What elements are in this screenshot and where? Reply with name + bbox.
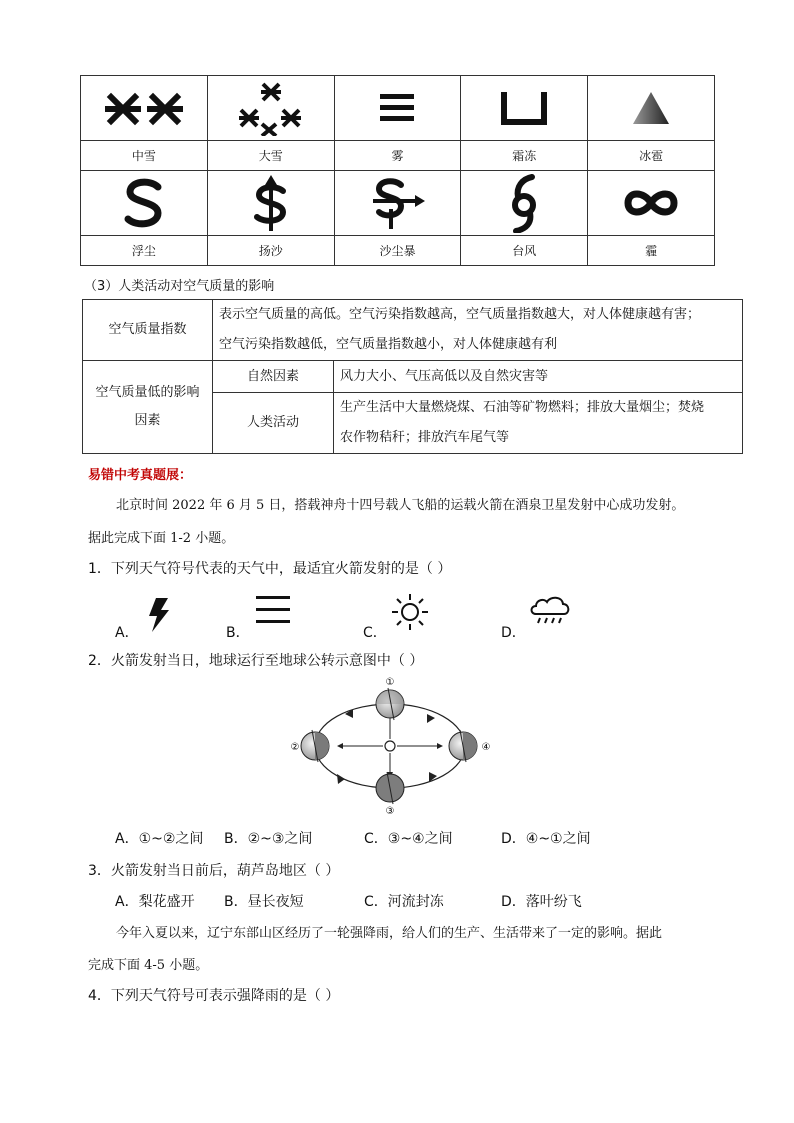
q3-option-c: C．河流封冻 bbox=[364, 894, 444, 910]
q1-option-b-label: B． bbox=[226, 625, 250, 641]
aq-index-line: 空气污染指数越低，空气质量指数越小，对人体健康越有利 bbox=[219, 337, 558, 352]
aq-factors-header bbox=[83, 361, 213, 454]
symbol-label: 中雪 bbox=[81, 141, 208, 171]
sunlight-arrows bbox=[341, 716, 439, 774]
symbol-label: 大雪 bbox=[207, 141, 334, 171]
floating-dust-cell bbox=[81, 171, 208, 236]
question-4: 4．下列天气符号可表示强降雨的是（ ） bbox=[88, 988, 340, 1004]
q2-option-d: D．④~①之间 bbox=[501, 831, 591, 847]
aq-index-description bbox=[213, 300, 743, 361]
exam-heading: 易错中考真题展： bbox=[88, 468, 193, 483]
fog-icon bbox=[367, 88, 427, 128]
aq-factors-header-line: 空气质量低的影响 bbox=[95, 385, 200, 400]
earth-orbit-diagram bbox=[285, 674, 495, 816]
human-activity-text bbox=[334, 393, 743, 454]
q1-option-a-label: A． bbox=[115, 625, 139, 641]
aq-index-header: 空气质量指数 bbox=[83, 300, 213, 361]
symbol-label: 台风 bbox=[461, 236, 588, 266]
question-2: 2．火箭发射当日，地球运行至地球公转示意图中（ ） bbox=[88, 653, 424, 669]
passage-1-line-1: 北京时间 2022 年 6 月 5 日，搭载神舟十四号载人飞船的运载火箭在酒泉卫星发射中心成功发射。 bbox=[116, 498, 685, 513]
weather-symbol-table bbox=[80, 75, 715, 266]
human-activity-line: 生产生活中大量燃烧煤、石油等矿物燃料；排放大量烟尘；焚烧 bbox=[340, 400, 705, 415]
typhoon-icon bbox=[494, 173, 554, 233]
fog-cell bbox=[334, 76, 461, 141]
frost-icon bbox=[494, 86, 554, 130]
passage-1-line-2: 据此完成下面 1-2 小题。 bbox=[88, 531, 235, 546]
sandstorm-cell bbox=[334, 171, 461, 236]
question-3: 3．火箭发射当日前后，葫芦岛地区（ ） bbox=[88, 863, 340, 879]
symbol-label: 霾 bbox=[588, 236, 715, 266]
orbit-arrow-icon bbox=[337, 774, 345, 784]
natural-factors-text: 风力大小、气压高低以及自然灾害等 bbox=[334, 361, 743, 393]
moderate-snow-icon bbox=[99, 83, 189, 133]
question-1: 1．下列天气符号代表的天气中，最适宜火箭发射的是（ ） bbox=[88, 561, 452, 577]
frost-cell bbox=[461, 76, 588, 141]
earth-position-1 bbox=[376, 688, 404, 720]
lightning-icon bbox=[146, 597, 172, 633]
q3-option-b: B．昼长夜短 bbox=[224, 894, 304, 910]
q2-option-b: B．②~③之间 bbox=[224, 831, 313, 847]
symbol-label: 浮尘 bbox=[81, 236, 208, 266]
section-3-title: （3）人类活动对空气质量的影响 bbox=[84, 279, 275, 294]
symbol-label: 沙尘暴 bbox=[334, 236, 461, 266]
blowing-sand-icon bbox=[241, 173, 301, 233]
orbit-arrow-icon bbox=[427, 714, 435, 723]
hail-icon bbox=[621, 86, 681, 130]
symbol-label: 扬沙 bbox=[207, 236, 334, 266]
human-activity-line: 农作物秸秆；排放汽车尾气等 bbox=[340, 430, 510, 445]
q3-option-d: D．落叶纷飞 bbox=[501, 894, 582, 910]
typhoon-cell bbox=[461, 171, 588, 236]
air-quality-table bbox=[82, 299, 743, 454]
human-activity-label: 人类活动 bbox=[213, 393, 334, 454]
orbit-label-1: ① bbox=[385, 677, 395, 688]
heavy-snow-cell bbox=[207, 76, 334, 141]
blowing-sand-cell bbox=[207, 171, 334, 236]
symbol-label: 冰雹 bbox=[588, 141, 715, 171]
earth-position-4 bbox=[449, 730, 477, 762]
haze-icon bbox=[616, 181, 686, 225]
aq-index-line: 表示空气质量的高低。空气污染指数越高，空气质量指数越大，对人体健康越有害； bbox=[219, 307, 701, 322]
heavy-snow-icon bbox=[231, 80, 311, 136]
q2-option-c: C．③~④之间 bbox=[364, 831, 453, 847]
orbit-label-3: ③ bbox=[385, 806, 395, 816]
rain-cloud-icon bbox=[528, 594, 572, 628]
sandstorm-icon bbox=[365, 173, 429, 233]
sunny-icon bbox=[390, 592, 430, 632]
haze-cell bbox=[588, 171, 715, 236]
hail-cell bbox=[588, 76, 715, 141]
floating-dust-icon bbox=[114, 175, 174, 231]
aq-factors-header-line: 因素 bbox=[134, 413, 161, 428]
symbol-label: 霜冻 bbox=[461, 141, 588, 171]
q1-option-c-label: C． bbox=[363, 625, 387, 641]
q2-option-a: A．①~②之间 bbox=[115, 831, 204, 847]
passage-2-line-1: 今年入夏以来，辽宁东部山区经历了一轮强降雨，给人们的生产、生活带来了一定的影响。据此 bbox=[116, 926, 663, 941]
moderate-snow-cell bbox=[81, 76, 208, 141]
earth-position-2 bbox=[301, 730, 329, 762]
q3-option-a: A．梨花盛开 bbox=[115, 894, 195, 910]
passage-2-line-2: 完成下面 4-5 小题。 bbox=[88, 958, 209, 973]
natural-factors-label: 自然因素 bbox=[213, 361, 334, 393]
q1-option-d-label: D． bbox=[501, 625, 526, 641]
orbit-label-2: ② bbox=[290, 742, 300, 753]
fog-icon bbox=[254, 595, 292, 625]
symbol-label: 雾 bbox=[334, 141, 461, 171]
earth-position-3 bbox=[376, 772, 404, 804]
sun-icon bbox=[380, 736, 400, 756]
orbit-label-4: ④ bbox=[481, 742, 491, 753]
